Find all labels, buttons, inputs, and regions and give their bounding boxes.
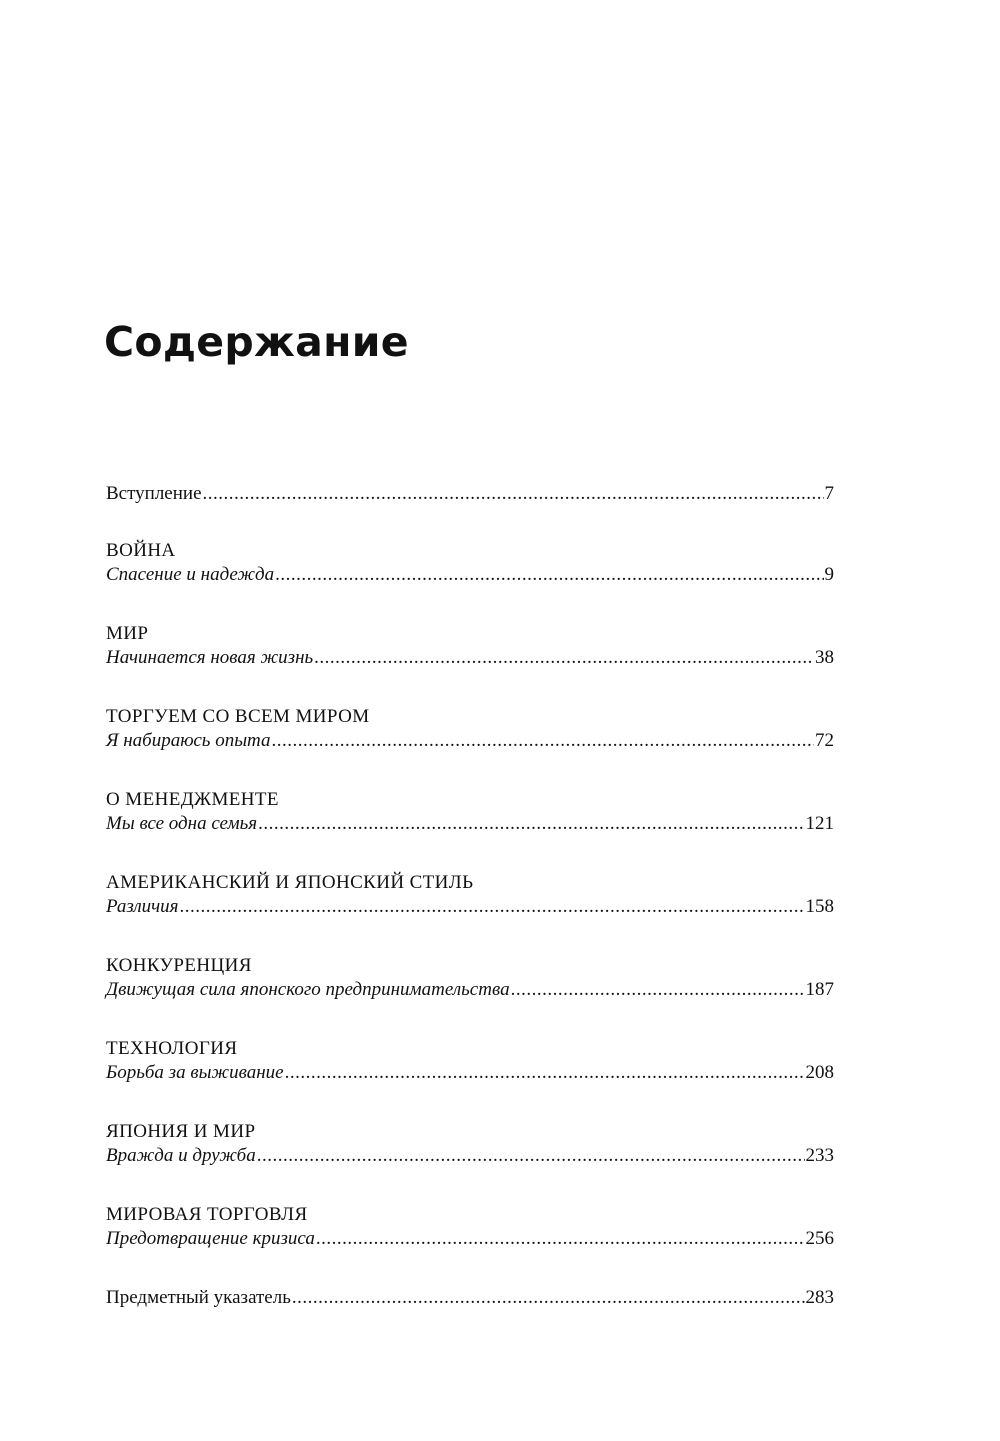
toc-page-number: 256 <box>805 1228 834 1249</box>
dot-leader <box>316 1227 805 1251</box>
dot-leader <box>292 1286 805 1310</box>
toc-page-number: 7 <box>824 483 834 504</box>
toc-section <box>106 705 834 753</box>
toc-section <box>106 539 834 587</box>
dot-leader <box>272 729 814 753</box>
toc-entry <box>106 563 834 587</box>
dot-leader <box>511 978 805 1002</box>
toc-entry <box>106 1061 834 1085</box>
page-title: Содержание <box>104 318 409 366</box>
toc-entry <box>106 646 834 670</box>
toc-page-number: 158 <box>805 896 834 917</box>
toc-entry-title: Вражда и дружба <box>106 1145 256 1166</box>
section-heading: АМЕРИКАНСКИЙ И ЯПОНСКИЙ СТИЛЬ <box>106 872 474 893</box>
section-heading: КОНКУРЕНЦИЯ <box>106 955 252 976</box>
toc-page-number: 121 <box>805 813 834 834</box>
dot-leader <box>275 563 823 587</box>
toc-entry-title: Предотвращение кризиса <box>106 1228 315 1249</box>
toc-entry-title: Спасение и надежда <box>106 564 275 585</box>
dot-leader <box>203 482 824 506</box>
toc-entry <box>106 1144 834 1168</box>
toc-entry <box>106 978 834 1002</box>
toc-page-number: 9 <box>824 564 834 585</box>
section-heading: ТЕХНОЛОГИЯ <box>106 1038 238 1059</box>
dot-leader <box>314 646 814 670</box>
toc-page-number: 38 <box>815 647 834 668</box>
toc-entry <box>106 812 834 836</box>
toc-section <box>106 954 834 1002</box>
toc-page-number: 208 <box>805 1062 834 1083</box>
section-heading: ТОРГУЕМ СО ВСЕМ МИРОМ <box>106 706 370 727</box>
toc-section <box>106 788 834 836</box>
toc-entry-index <box>106 1286 834 1310</box>
toc-entry <box>106 895 834 919</box>
section-heading: ВОЙНА <box>106 540 176 561</box>
toc-entry-title: Мы все одна семья <box>106 813 258 834</box>
toc-entry <box>106 729 834 753</box>
toc-page-number: 72 <box>815 730 834 751</box>
toc-entry-title: Начинается новая жизнь <box>106 647 314 668</box>
section-heading: МИР <box>106 623 149 644</box>
toc-entry-title: Движущая сила японского предпринимательства <box>106 979 510 1000</box>
toc-entry-title: Предметный указатель <box>106 1287 291 1308</box>
section-heading: МИРОВАЯ ТОРГОВЛЯ <box>106 1204 308 1225</box>
toc-page-number: 187 <box>805 979 834 1000</box>
toc-entry-title: Вступление <box>106 483 202 504</box>
toc-entry <box>106 1227 834 1251</box>
toc-page-number: 233 <box>805 1145 834 1166</box>
dot-leader <box>180 895 805 919</box>
section-heading: О МЕНЕДЖМЕНТЕ <box>106 789 279 810</box>
dot-leader <box>285 1061 805 1085</box>
toc-section <box>106 1037 834 1085</box>
toc-section <box>106 1120 834 1168</box>
dot-leader <box>257 1144 805 1168</box>
section-heading: ЯПОНИЯ И МИР <box>106 1121 256 1142</box>
toc-entry-title: Различия <box>106 896 179 917</box>
toc-section <box>106 871 834 919</box>
dot-leader <box>258 812 804 836</box>
toc-entry-title: Борьба за выживание <box>106 1062 284 1083</box>
toc-entry-intro <box>106 482 834 506</box>
toc-section <box>106 622 834 670</box>
toc-entry-title: Я набираюсь опыта <box>106 730 271 751</box>
toc-page-number: 283 <box>805 1287 834 1308</box>
table-of-contents <box>106 482 834 1310</box>
toc-section <box>106 1203 834 1251</box>
